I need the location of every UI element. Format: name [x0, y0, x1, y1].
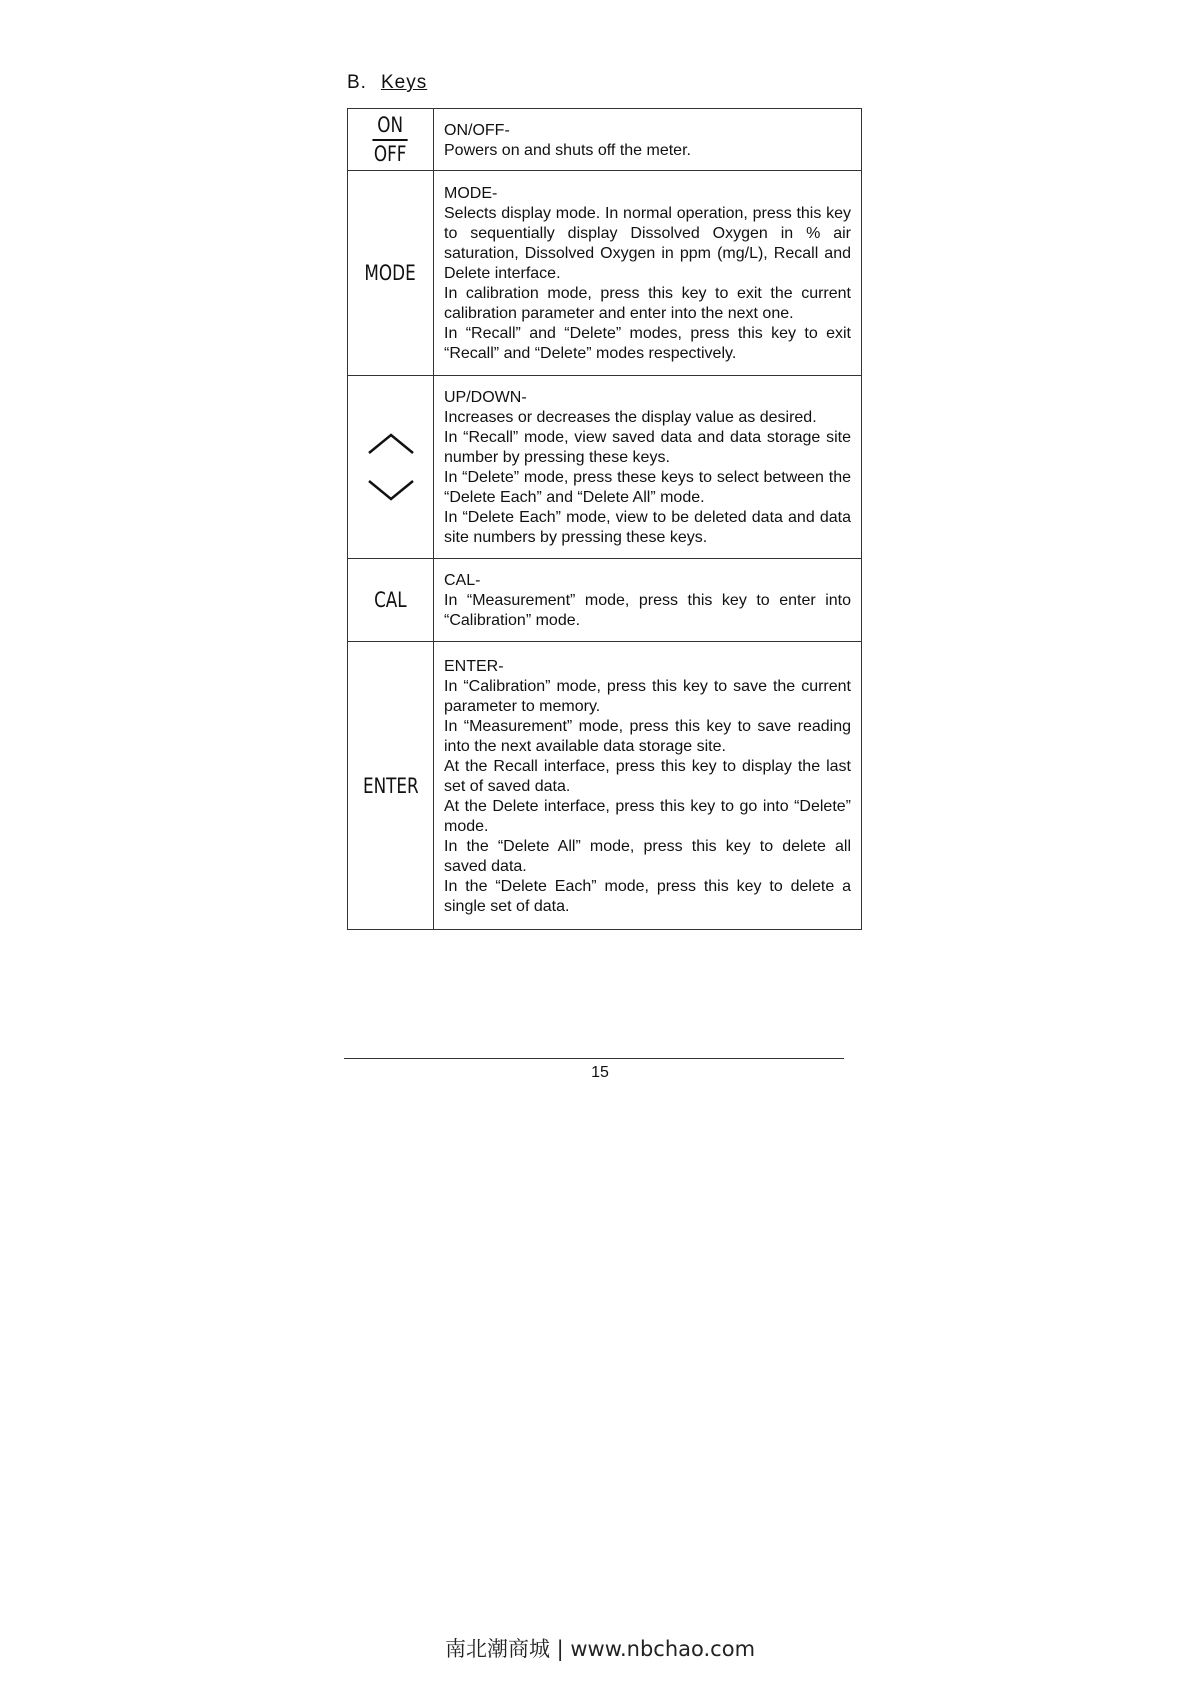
description-line: Increases or decreases the display value as desired.: [444, 409, 817, 426]
description-line: In “Recall” mode, view saved data and data storage site number by pressing these keys.: [444, 429, 851, 466]
enter-key-label: ENTER: [362, 773, 419, 798]
down-arrow-icon: [366, 477, 416, 503]
keys-table: [347, 108, 862, 930]
description-line: In “Measurement” mode, press this key to save reading into the next available data storage site.: [444, 717, 851, 755]
description-line: In “Delete” mode, press these keys to select between the “Delete Each” and “Delete All” mode.: [444, 469, 851, 506]
key-symbol-cell: [348, 642, 434, 930]
description-line: ON/OFF-: [444, 122, 510, 139]
description-line: MODE-: [444, 185, 498, 202]
section-heading: [347, 72, 427, 94]
key-description: [434, 171, 862, 376]
key-symbol-cell: [348, 109, 434, 171]
cal-key-label: CAL: [374, 588, 407, 612]
table-row: [348, 109, 862, 171]
key-description: [434, 376, 862, 559]
description-line: Powers on and shuts off the meter.: [444, 142, 691, 159]
description-line: In “Measurement” mode, press this key to enter into “Calibration” mode.: [444, 592, 851, 629]
table-row: [348, 171, 862, 376]
description-line: CAL-: [444, 572, 481, 589]
table-row: [348, 642, 862, 930]
off-label: OFF: [374, 142, 407, 166]
key-description: [434, 109, 862, 171]
mode-key-label: MODE: [364, 261, 417, 285]
description-line: Selects display mode. In normal operation, press this key to sequentially display Dissolved Oxygen in % air saturation, Dissolved Oxygen in ppm (mg/L), Recall and Delete interface.: [444, 205, 851, 282]
key-description: [434, 559, 862, 642]
page-number: 15: [591, 1064, 609, 1081]
watermark: 南北潮商城 | www.nbchao.com: [444, 1637, 756, 1661]
description-line: In “Recall” and “Delete” modes, press this key to exit “Recall” and “Delete” modes respectively.: [444, 325, 851, 362]
description-line: ENTER-: [444, 657, 504, 675]
section-letter: B.: [347, 72, 367, 93]
up-arrow-icon: [366, 431, 416, 457]
description-line: In calibration mode, press this key to exit the current calibration parameter and enter into the next one.: [444, 285, 851, 322]
description-line: In “Delete Each” mode, view to be deleted data and data site numbers by pressing these keys.: [444, 509, 851, 546]
description-line: In “Calibration” mode, press this key to save the current parameter to memory.: [444, 677, 851, 715]
on-off-key-symbol: [373, 113, 408, 166]
description-line: At the Delete interface, press this key to go into “Delete” mode.: [444, 797, 851, 835]
footer-divider: [344, 1058, 844, 1059]
section-title: Keys: [380, 72, 428, 93]
key-symbol-cell: [348, 376, 434, 559]
key-symbol-cell: [348, 559, 434, 642]
table-row: [348, 376, 862, 559]
key-symbol-cell: [348, 171, 434, 376]
description-line: At the Recall interface, press this key to display the last set of saved data.: [444, 757, 851, 795]
table-row: [348, 559, 862, 642]
description-line: In the “Delete All” mode, press this key to delete all saved data.: [444, 837, 851, 875]
on-label: ON: [373, 113, 408, 141]
description-line: In the “Delete Each” mode, press this key to delete a single set of data.: [444, 877, 851, 915]
key-description: [434, 642, 862, 930]
description-line: UP/DOWN-: [444, 389, 527, 406]
